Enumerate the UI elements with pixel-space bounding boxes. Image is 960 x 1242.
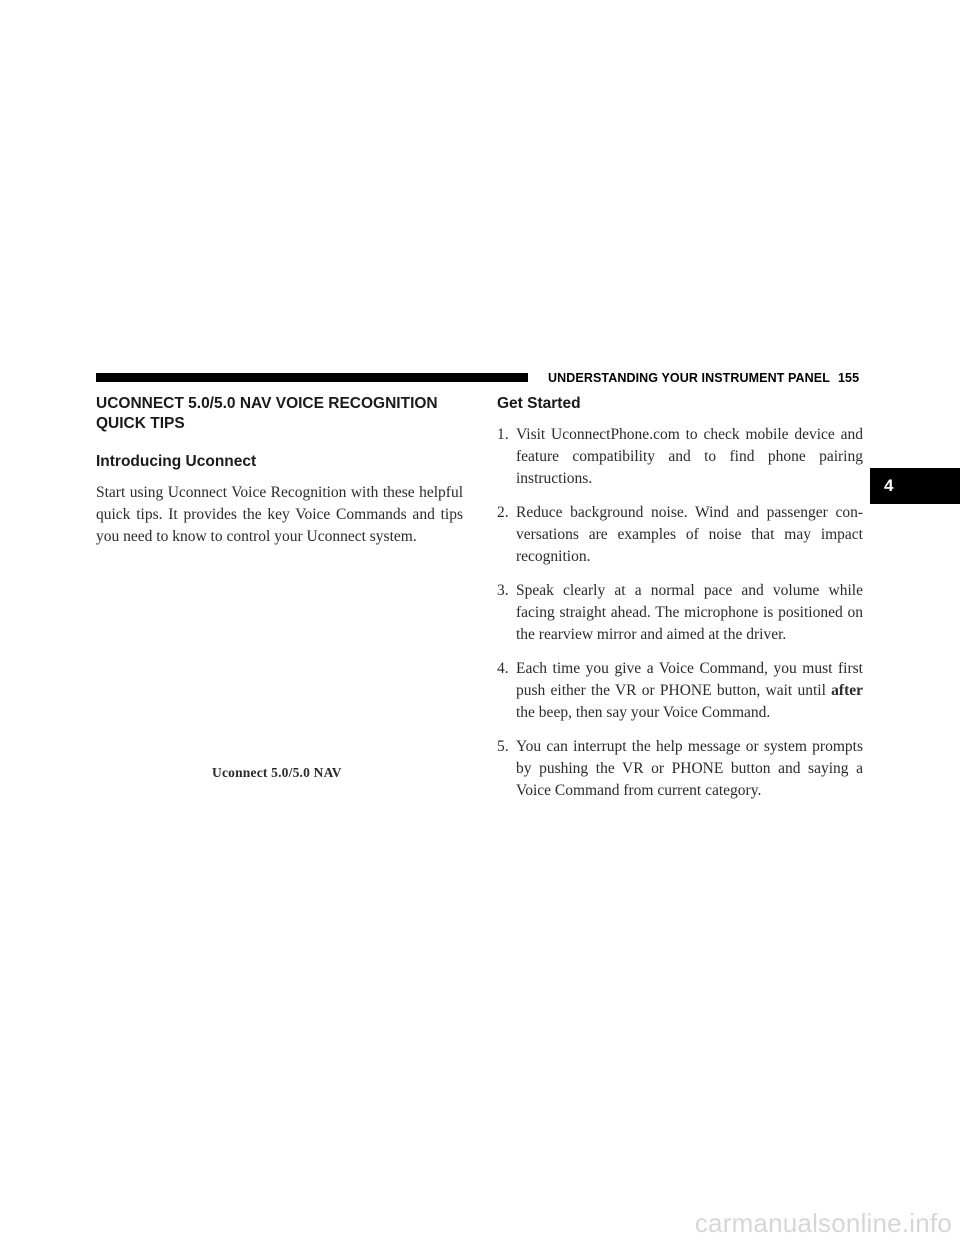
step-number: 3. [497, 582, 509, 599]
left-column [96, 394, 463, 548]
step-number: 4. [497, 660, 509, 677]
list-item [497, 424, 863, 490]
step-text: the beep, then say your Voice Command. [516, 704, 771, 721]
step-number: 1. [497, 426, 509, 443]
step-text: Each time you give a Voice Command, you must first push either the VR or PHONE button, wait until [516, 660, 863, 699]
right-column [497, 394, 863, 814]
chapter-tab[interactable]: 4 [870, 468, 960, 504]
steps-list [497, 424, 863, 802]
list-item [497, 736, 863, 802]
list-item [497, 658, 863, 724]
list-item [497, 580, 863, 646]
step-text: Speak clearly at a normal pace and volume while facing straight ahead. The microphone is positioned on the rearview mirror and aimed at the driver. [516, 582, 863, 643]
step-text: You can interrupt the help message or system prompts by pushing the VR or PHONE button and saying a Voice Command from current category. [516, 738, 863, 799]
emphasis-after: after [831, 682, 863, 699]
header-title: UNDERSTANDING YOUR INSTRUMENT PANEL [548, 371, 830, 385]
step-number: 2. [497, 504, 509, 521]
header-rule [96, 373, 528, 382]
intro-paragraph: Start using Uconnect Voice Recognition with these helpful quick tips. It provides the key Voice Commands and tips you need to know to control your Uconnect system. [96, 484, 463, 545]
figure-caption: Uconnect 5.0/5.0 NAV [212, 765, 342, 780]
watermark: carmanualsonline.info [694, 1208, 952, 1238]
step-number: 5. [497, 738, 509, 755]
step-text: Reduce background noise. Wind and passenger con-versations are examples of noise that may impact recognition. [516, 504, 863, 565]
step-text: Visit UconnectPhone.com to check mobile device and feature compatibility and to find phone pairing instructions. [516, 426, 863, 487]
subheading-get-started: Get Started [497, 395, 581, 412]
running-header [548, 371, 859, 385]
list-item [497, 502, 863, 568]
section-title: UCONNECT 5.0/5.0 NAV VOICE RECOGNITION QUICK TIPS [96, 395, 438, 432]
page-number: 155 [837, 371, 860, 385]
subheading-introducing: Introducing Uconnect [96, 453, 257, 470]
